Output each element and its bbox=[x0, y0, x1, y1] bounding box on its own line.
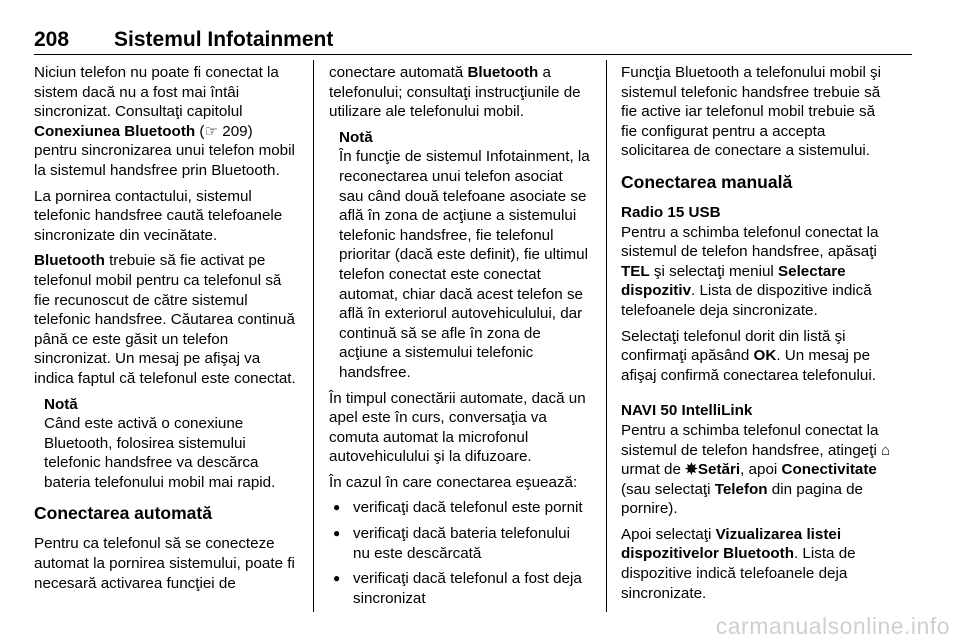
paragraph: La pornirea contactului, sistemul telefonic handsfree caută telefoanele sincronizate din vecinătate. bbox=[34, 187, 283, 244]
column-3 bbox=[621, 63, 891, 609]
column-1 bbox=[34, 63, 296, 599]
heading-auto-connect: Conectarea automată bbox=[34, 503, 212, 524]
home-icon: ⌂ bbox=[881, 441, 891, 459]
bullet-list bbox=[329, 498, 591, 608]
paragraph: Apoi selectaţi Vizualizarea listei dispozitivelor Bluetooth. Lista de dispozitive indică telefoanele deja sincronizate. bbox=[621, 525, 856, 602]
note-title: Notă bbox=[44, 395, 78, 413]
column-divider bbox=[313, 60, 314, 612]
gear-icon: ✵ bbox=[685, 461, 698, 479]
paragraph: Funcţia Bluetooth a telefonului mobil şi sistemul telefonic handsfree trebuie să fie active iar telefonul mobil trebuie să fie configurat pentru a accepta solicitarea de conectare a sistemului. bbox=[621, 64, 882, 160]
paragraph: Selectaţi telefonul dorit din listă şi confirmaţi apăsând OK. Un mesaj pe afişaj confirmă conectarea telefonului. bbox=[621, 327, 876, 384]
page-header bbox=[34, 28, 912, 54]
note-box bbox=[329, 128, 591, 383]
subheading-navi: NAVI 50 IntelliLink bbox=[621, 402, 753, 420]
watermark: carmanualsonline.info bbox=[715, 613, 950, 639]
column-divider bbox=[606, 60, 607, 612]
note-text: Când este activă o conexiune Bluetooth, folosirea sistemului telefonic handsfree va descărca bateria telefonului mobil mai rapid. bbox=[44, 415, 276, 491]
column-2 bbox=[329, 63, 591, 614]
paragraph: Bluetooth trebuie să fie activat pe telefonul mobil pentru ca telefonul să fie recunoscut de către sistemul telefonic handsfree. Căutarea continuă până ce este găsit un telefon sincronizat. Un mesaj pe afişaj va indica faptul că telefonul este conectat. bbox=[34, 252, 296, 387]
paragraph: Pentru a schimba telefonul conectat la sistemul de telefon handsfree, atingeţi ⌂ urmat de ✵Setări, apoi Conectivitate (sau selectaţi Telefon din pagina de pornire). bbox=[621, 421, 891, 518]
note-title: Notă bbox=[339, 128, 373, 146]
paragraph: În timpul conectării automate, dacă un apel este în curs, conversaţia va comuta automat la microfonul autovehiculului şi la difuzoare. bbox=[329, 389, 586, 466]
page-number: 208 bbox=[34, 28, 70, 51]
header-rule bbox=[34, 54, 912, 55]
list-item: ● verificaţi dacă telefonul a fost deja sincronizat bbox=[329, 569, 591, 608]
list-item: ● verificaţi dacă telefonul este pornit bbox=[329, 498, 591, 518]
heading-manual-connect: Conectarea manuală bbox=[621, 171, 793, 192]
paragraph: Pentru a schimba telefonul conectat la sistemul de telefon handsfree, apăsaţi TEL şi selectaţi meniul Selectare dispozitiv. Lista de dispozitive indică telefoanele deja sincronizate. bbox=[621, 223, 879, 319]
section-title: Sistemul Infotainment bbox=[114, 28, 334, 51]
paragraph: În cazul în care conectarea eşuează: bbox=[329, 473, 578, 491]
list-item: ● verificaţi dacă bateria telefonului nu este descărcată bbox=[329, 524, 591, 563]
paragraph: Pentru ca telefonul să se conecteze automat la pornirea sistemului, poate fi necesară activarea funcţiei de bbox=[34, 535, 295, 592]
subheading-radio: Radio 15 USB bbox=[621, 203, 721, 221]
note-box bbox=[34, 395, 296, 493]
paragraph: Niciun telefon nu poate fi conectat la sistem dacă nu a fost mai întâi sincronizat. Consultaţi capitolul Conexiunea Bluetooth (☞ 209) pentru sincronizarea unui telefon mobil la sistemul handsfree prin Bluetooth. bbox=[34, 64, 295, 179]
paragraph: conectare automată Bluetooth a telefonului; consultaţi instrucţiunile de utilizare ale telefonului mobil. bbox=[329, 64, 581, 121]
note-text: În funcţie de sistemul Infotainment, la reconectarea unui telefon asociat sau când două telefoane asociate se află în zona de acţiune a sistemului telefonic handsfree, fie telefonul prioritar (dacă este definit), fie ultimul telefon conectat este conectat automat, chiar dacă acest telefon se află în exteriorul autovehiculului, dar continuă să se afle în zona de acţiune a sistemului telefonic handsfree. bbox=[339, 148, 590, 381]
